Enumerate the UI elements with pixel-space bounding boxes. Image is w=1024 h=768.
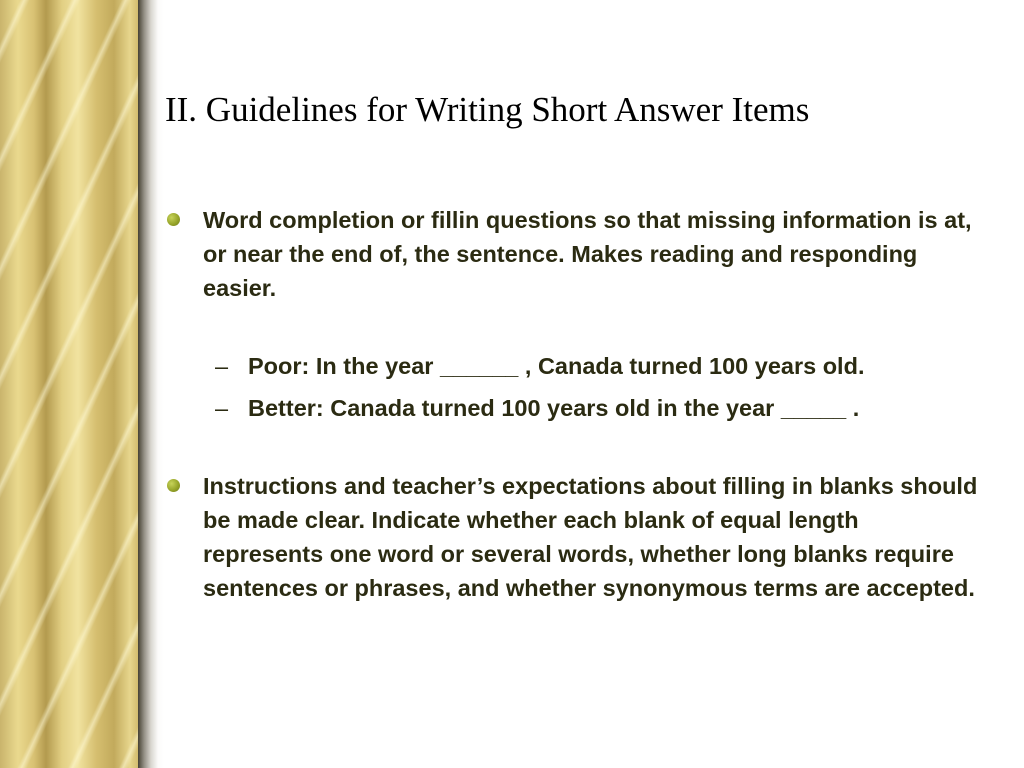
gold-column-border [0, 0, 138, 768]
bullet-dot-icon [167, 213, 180, 226]
bullet-text: Instructions and teacher’s expectations about filling in blanks should be made clear. Indicate whether each blank of equal length represents one word or several words, whether long blanks require sentences or phrases, and whether synonymous terms are accepted. [203, 473, 978, 601]
bullet-dot-icon [167, 479, 180, 492]
dash-marker: – [215, 395, 229, 421]
bullet-item [165, 469, 985, 605]
sub-bullet-text: Better: Canada turned 100 years old in the year _____ . [248, 395, 860, 421]
dash-marker: – [215, 353, 229, 379]
sub-bullet-text: Poor: In the year ______ , Canada turned 100 years old. [248, 353, 865, 379]
sub-bullet-item [165, 391, 985, 425]
bullet-text: Word completion or fillin questions so that missing information is at, or near the end of, the sentence. Makes reading and responding easier. [203, 207, 972, 301]
slide-body [165, 203, 985, 605]
border-shadow [138, 0, 164, 768]
sub-bullet-list [165, 349, 985, 425]
sub-bullet-item [165, 349, 985, 383]
slide-title: II. Guidelines for Writing Short Answer Items [165, 90, 810, 129]
bullet-item [165, 203, 985, 305]
